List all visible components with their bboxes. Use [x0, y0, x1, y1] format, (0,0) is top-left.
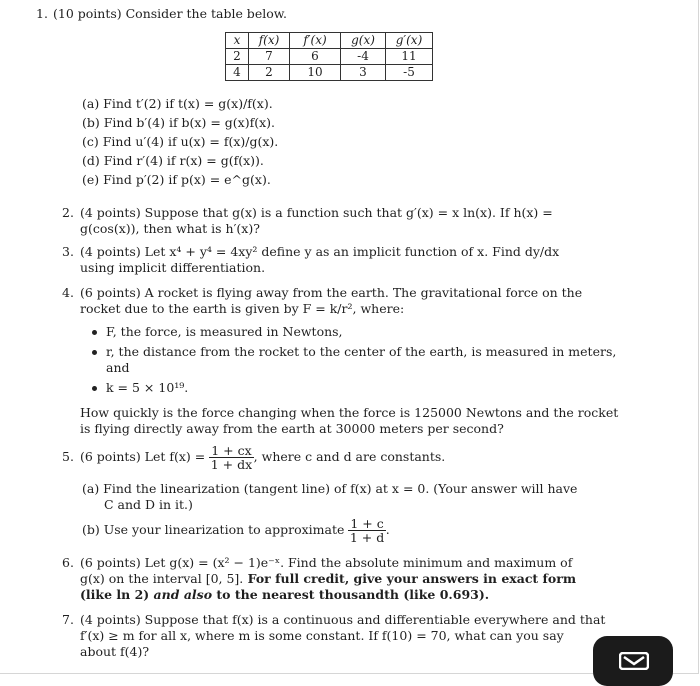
bullet-icon [92, 350, 97, 355]
table-row [226, 49, 433, 65]
table-cell: -4 [341, 49, 386, 65]
q5-part-b-denominator: 1 + d [349, 530, 385, 545]
q6-line3 [80, 587, 489, 603]
table-cell: 10 [290, 65, 341, 81]
bullet-icon [92, 330, 97, 335]
q4-line2: rocket due to the earth is given by F = k/r², where: [80, 301, 405, 316]
values-table [225, 32, 433, 81]
table-cell: 4 [226, 65, 249, 81]
q4-bullet [106, 344, 616, 360]
q1-part-d: (d) Find r′(4) if r(x) = g(f(x)). [82, 153, 264, 168]
q5-number: 5. [62, 449, 74, 464]
table-cell: 2 [249, 65, 290, 81]
q6-line2-plain: g(x) on the interval [0, 5]. [80, 571, 244, 586]
q4-line1: (6 points) A rocket is flying away from the earth. The gravitational force on the [80, 285, 583, 300]
q4-bullet [106, 380, 188, 396]
q5-statement [80, 441, 445, 473]
q5-fraction-denominator: 1 + dx [210, 457, 253, 472]
q1-part-c: (c) Find u′(4) if u(x) = f(x)/g(x). [82, 134, 279, 149]
table-header-cell: g(x) [341, 33, 386, 49]
q5-fraction [209, 444, 253, 471]
table-header-cell: f(x) [249, 33, 290, 49]
q5-part-b-numerator: 1 + c [350, 516, 384, 531]
q1-part-e: (e) Find p′(2) if p(x) = e^g(x). [82, 172, 271, 187]
q7-number: 7. [62, 612, 74, 627]
q5-part-b-lead: (b) Use your linearization to approximate [82, 522, 345, 537]
q6-line3-bold-end: to the nearest thousandth (like 0.693). [216, 587, 490, 602]
q5-fraction-numerator: 1 + cx [211, 443, 252, 458]
q5-part-b-fraction [348, 517, 385, 544]
q1-part-b: (b) Find b′(4) if b(x) = g(x)f(x). [82, 115, 275, 130]
q6-line3-emphasis: and also [149, 587, 217, 602]
q4-number: 4. [62, 285, 74, 300]
q2-line1: (4 points) Suppose that g(x) is a function such that g′(x) = x ln(x). If h(x) = [80, 205, 553, 220]
q3-line2: using implicit differentiation. [80, 260, 266, 275]
q5-tail: , where c and d are constants. [253, 449, 446, 464]
table-cell: 7 [249, 49, 290, 65]
q1-part-a: (a) Find t′(2) if t(x) = g(x)/f(x). [82, 96, 273, 111]
corner-badge-button[interactable] [593, 636, 673, 686]
bullet-icon [92, 386, 97, 391]
table-cell: -5 [386, 65, 433, 81]
q4-bullet-text: k = 5 × 10¹⁹. [106, 380, 189, 395]
table-header-cell: f′(x) [290, 33, 341, 49]
q1-intro: (10 points) Consider the table below. [53, 6, 287, 21]
q4-bullet-text: F, the force, is measured in Newtons, [106, 324, 343, 339]
q2-number: 2. [62, 205, 74, 220]
q7-line2: f′(x) ≥ m for all x, where m is some constant. If f(10) = 70, what can you say [80, 628, 564, 643]
q5-part-a-line2: C and D in it.) [104, 497, 193, 512]
q5-lead: (6 points) Let f(x) = [80, 449, 206, 464]
table-cell: 2 [226, 49, 249, 65]
q4-question-line2: is flying directly away from the earth at 30000 meters per second? [80, 421, 504, 436]
q4-bullet [106, 324, 343, 340]
q5-part-b [82, 513, 390, 547]
q7-line1: (4 points) Suppose that f(x) is a continuous and differentiable everywhere and that [80, 612, 606, 627]
q7-line3: about f(4)? [80, 644, 150, 659]
table-header-row [226, 33, 433, 49]
table-row [226, 65, 433, 81]
table-cell: 3 [341, 65, 386, 81]
q6-number: 6. [62, 555, 74, 570]
q4-bullet-text: r, the distance from the rocket to the center of the earth, is measured in meters, [106, 344, 617, 359]
q3-number: 3. [62, 244, 74, 259]
q2-line2: g(cos(x)), then what is h′(x)? [80, 221, 260, 236]
q6-line2 [80, 571, 576, 587]
q4-bullet-continuation: and [106, 360, 130, 375]
table-header-cell: x [226, 33, 249, 49]
chevron-icon [619, 652, 649, 670]
q5-part-b-tail: . [385, 522, 390, 537]
table-cell: 11 [386, 49, 433, 65]
table-cell: 6 [290, 49, 341, 65]
q5-part-a-line1: (a) Find the linearization (tangent line) of f(x) at x = 0. (Your answer will have [82, 481, 578, 496]
q4-question-line1: How quickly is the force changing when the force is 125000 Newtons and the rocket [80, 405, 619, 420]
q6-line1: (6 points) Let g(x) = (x² − 1)e⁻ˣ. Find the absolute minimum and maximum of [80, 555, 573, 570]
q1-number: 1. [36, 6, 48, 21]
q6-line3-bold: (like ln 2) [80, 587, 150, 602]
q6-line2-bold: For full credit, give your answers in exact form [243, 571, 577, 586]
q3-line1: (4 points) Let x⁴ + y⁴ = 4xy² define y as an implicit function of x. Find dy/dx [80, 244, 560, 259]
table-header-cell: g′(x) [386, 33, 433, 49]
